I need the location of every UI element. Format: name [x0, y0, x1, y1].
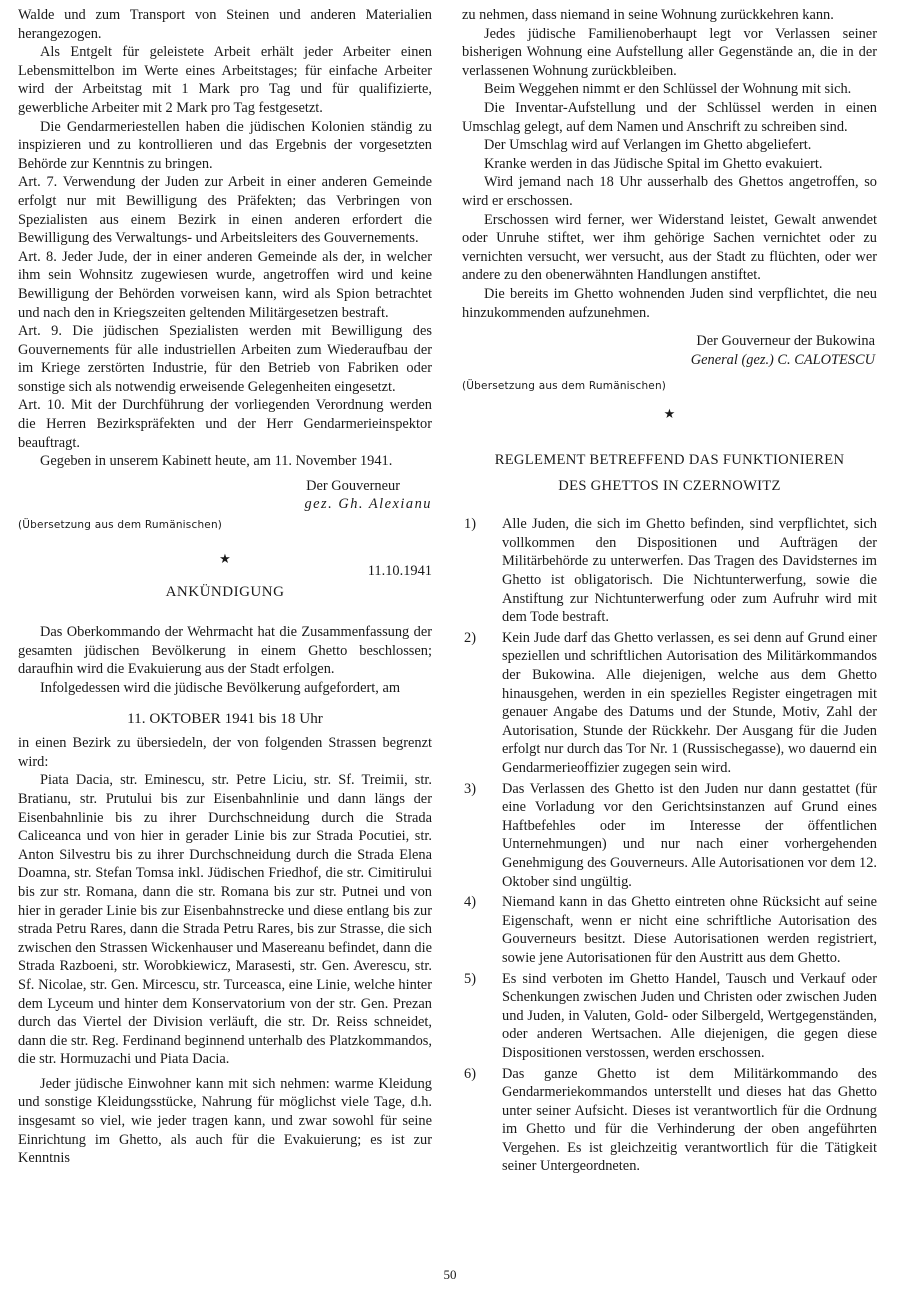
list-item-text: Das ganze Ghetto ist dem Militärkommando des Gendarmeriekommandos unterstellt und dieses hat das Ghetto unter seiner Aufsicht. Dieses ist verantwortlich für die Ordnung im Ghetto und für die Verhinderung der oben angeführten Vergehen. Es ist gleichzeitig verantwortlich für die Tätigkeit seiner Untergeordneten.: [502, 1065, 877, 1175]
paragraph: Erschossen wird ferner, wer Widerstand leistet, Gewalt anwendet oder Unruhe stiftet, wer ihm gehörige Sachen vernichtet oder zu vernichten versucht, wer versucht, aus der Stadt zu flüchten, oder wer andere zu den obenerwähnten Handlungen anstiftet.: [462, 211, 877, 284]
paragraph: Jedes jüdische Familienoberhaupt legt vor Verlassen seiner bisherigen Wohnung eine Aufstellung aller Gegenstände an, die in der verlassenen Wohnung zurückbleiben.: [462, 25, 877, 79]
translation-note: (Übersetzung aus dem Rumänischen): [462, 380, 667, 393]
paragraph: Das Oberkommando der Wehrmacht hat die Zusammenfassung der gesamten jüdischen Bevölkerung in einem Ghetto beschlossen; daraufhin wird die Evakuierung aus der Stadt erfolgen.: [18, 624, 432, 678]
star-separator-icon: ★: [663, 406, 676, 422]
paragraph: Der Umschlag wird auf Verlangen im Ghetto abgeliefert.: [484, 137, 812, 154]
paragraph: Die Inventar-Aufstellung und der Schlüssel werden in einen Umschlag gelegt, auf dem Namen und Anschrift zu schreiben sind.: [462, 99, 877, 135]
list-item-text: Es sind verboten im Ghetto Handel, Tausch und Verkauf oder Schenkungen zwischen Juden und Christen oder zwischen Juden und Juden, in Valuten, Gold- oder Silbergeld, Wertgegenständen, oder anderen Wertsachen. Alle diejenigen, die gegen diese Dispositionen verstossen, werden erschossen.: [502, 970, 877, 1061]
signature-name: General (gez.) C. CALOTESCU: [690, 351, 875, 368]
signature-title: Der Gouverneur der Bukowina: [696, 333, 875, 350]
paragraph: Wird jemand nach 18 Uhr ausserhalb des Ghettos angetroffen, so wird er erschossen.: [462, 174, 877, 209]
list-item-text: Alle Juden, die sich im Ghetto befinden, sind verpflichtet, sich vollkommen den Dispositionen und Aufträgen der Militärbehörde zu unterwerfen. Das Tragen des Davidsternes im Ghetto ist obligatorisch. Die Nichtunterwerfung, sowie die Anstiftung zur Nichtunterwerfung oder zum Aufruhr wird mit dem Tode bestraft.: [502, 516, 877, 626]
announcement-date: 11.10.1941: [367, 563, 432, 580]
list-item-number: 5): [464, 970, 476, 987]
right-column: [462, 6, 877, 1176]
list-item: [462, 629, 877, 778]
reglement-heading-line2: DES GHETTOS IN CZERNOWITZ: [558, 478, 781, 495]
list-item-number: 4): [464, 894, 476, 911]
list-item: [462, 515, 877, 627]
paragraph: Jeder jüdische Einwohner kann mit sich nehmen: warme Kleidung und sonstige Kleidungsstücke, Nahrung für möglichst viele Tage, d.h. insgesamt so viel, wie jeder tragen kann, und zwar sowohl für seine Einrichtung im Ghetto, als auch für die Evakuierung; es ist zur Kenntnis: [18, 1075, 432, 1167]
paragraph: Die Gendarmeriestellen haben die jüdischen Kolonien ständig zu inspizieren und zu kontrollieren und das Ergebnis der vorgesetzten Behörde zur Kenntnis zu bringen.: [18, 118, 432, 172]
list-item: [462, 893, 877, 967]
article-7: Art. 7. Verwendung der Juden zur Arbeit in einer anderen Gemeinde erfolgt nur mit Bewilligung des Präfekten; das Verbringen von Spezialisten aus einem Bezirk in einen anderen erfordert die Bewilligung des Verwaltungs- und Arbeitsleiters des Gouvernements.: [18, 174, 432, 247]
reglement-heading-line1: REGLEMENT BETREFFEND DAS FUNKTIONIEREN: [494, 452, 845, 469]
paragraph: Infolgedessen wird die jüdische Bevölkerung aufgefordert, am: [40, 680, 401, 696]
signature-title: Der Gouverneur: [306, 477, 400, 494]
list-item-number: 6): [464, 1065, 476, 1082]
paragraph: Als Entgelt für geleistete Arbeit erhält jeder Arbeiter einen Lebensmittelbon im Werte eines Arbeitstages; für einfache Arbeiter wird der Arbeitstag mit 1 Mark pro Tag und für qualifizierte, gewerbliche Arbeiter mit 2 Mark pro Tag festgesetzt.: [18, 44, 432, 116]
paragraph: Beim Weggehen nimmt er den Schlüssel der Wohnung mit sich.: [484, 81, 852, 98]
left-column: [18, 6, 432, 1168]
list-item-number: 3): [464, 780, 476, 797]
list-item-number: 2): [464, 629, 476, 646]
street-list: Piata Dacia, str. Eminescu, str. Petre Liciu, str. Sf. Treimii, str. Bratianu, str. Prutului bis zur Eisenbahnlinie und dann längs der Eisenbahnlinie bis zu ihrer Durchschneidung durch die Strada Caliceanca und von hier in gerader Linie bis zur Strada Pocutiei, str. Anton Silvestru bis zu ihrer Durchschneidung durch die Strada Elena Doamna, str. Stefan Tomsa inkl. Jüdischen Friedhof, die str. Cimitirului bis zur str. Romana, dann die str. Romana bis zur str. Putnei und von hier in gerader Linie bis zur Eisenbahnstrecke und diese entlang bis zur strada Petru Rares, dann die Strada Petru Rares, bis zur Strasse, die sich zwischen den Strassen Wickenhauser und Masereanu befindet, dann die Strada Razboeni, str. Worobkiewicz, Marasesti, str. Gen. Averescu, str. Sf. Nicolae, str. Gen. Mircescu, str. Turceasca, eine Linie, welche hinter dem Lyceum und hinter dem Konservatorium von der str. Gen. Prezan durch das Viertel der Division verläuft, die str. Dr. Reiss schneidet, dann die str. Reg. Ferdinand beginnend unterhalb des Platzkommandos, die str. Hormuzachi und Piata Dacia.: [18, 772, 432, 1068]
article-9: Art. 9. Die jüdischen Spezialisten werden mit Bewilligung des Gouvernements für alle industriellen Arbeiten zum Wiederaufbau der im Kriege zerstörten Industrie, für den Betrieb von Fabriken oder sonstige sich als notwendig erweisende Gelegenheiten eingesetzt.: [18, 323, 432, 395]
announcement-heading: ANKÜNDIGUNG: [165, 583, 285, 600]
paragraph: Die bereits im Ghetto wohnenden Juden sind verpflichtet, die neu hinzukommenden aufzunehmen.: [462, 285, 877, 321]
page-number: 50: [443, 1267, 457, 1282]
list-item: [462, 780, 877, 892]
deadline: 11. OKTOBER 1941 bis 18 Uhr: [127, 709, 323, 727]
translation-note: (Übersetzung aus dem Rumänischen): [18, 519, 223, 532]
paragraph: Kranke werden in das Jüdische Spital im Ghetto evakuiert.: [484, 155, 823, 172]
list-item-text: Niemand kann in das Ghetto eintreten ohne Rücksicht auf seine Eigenschaft, wenn er nicht eine schriftliche Autorisation des Gouverneurs besitzt. Diese Autorisationen werden registriert, sowie jene Autorisationen für den Austritt aus dem Ghetto.: [502, 894, 877, 966]
star-separator-icon: ★: [219, 551, 231, 567]
paragraph: zu nehmen, dass niemand in seine Wohnung zurückkehren kann.: [462, 7, 834, 23]
list-item-text: Das Verlassen des Ghetto ist den Juden nur dann gestattet (für eine Vorladung vor den Gerichtsinstanzen auf Grund eines Haftbefehles oder im Interesse der öffentlichen Unternehmungen) und nur nach einer vorhergehenden Genehmigung des Gouverneurs. Alle Autorisationen vor dem 12. Oktober sind ungültig.: [502, 780, 877, 890]
paragraph: Walde und zum Transport von Steinen und anderen Materialien herangezogen.: [18, 7, 432, 42]
list-item-number: 1): [464, 516, 476, 533]
reglement-list: [462, 515, 877, 1176]
article-10: Art. 10. Mit der Durchführung der vorliegenden Verordnung werden die Herren Bezirkspräfekten und der Herr Gendarmerieinspektor beauftragt.: [18, 397, 432, 451]
article-8: Art. 8. Jeder Jude, der in einer anderen Gemeinde als der, in welcher ihm sein Wohnsitz zugewiesen wurde, angetroffen wird und keine Bewilligung der Behörden vorweisen kann, wird als Spion betrachtet und nach den in Kriegszeiten geltenden Militärgesetzen bestraft.: [18, 248, 432, 321]
signature-name: gez. Gh. Alexianu: [304, 496, 432, 513]
given-date: Gegeben in unserem Kabinett heute, am 11. November 1941.: [40, 453, 393, 470]
paragraph: in einen Bezirk zu übersiedeln, der von folgenden Strassen begrenzt wird:: [18, 735, 432, 770]
list-item: [462, 1065, 877, 1177]
list-item-text: Kein Jude darf das Ghetto verlassen, es sei denn auf Grund einer speziellen und schriftlichen Autorisation des Militärkommandos der Bukowina. Alle diejenigen, welche aus dem Ghetto hinausgehen, werden in ein spezielles Register eingetragen mit genauer Angabe des Datums und der Stunde, Motiv, Zahl der Autorisation, Stunde der Rückkehr. Der Ausgang für die Juden erfolgt nur durch das Tor Nr. 1 (Russischegasse), wo dauernd ein Gendarmerieoffizier zugegen sein wird.: [502, 629, 877, 776]
list-item: [462, 970, 877, 1063]
